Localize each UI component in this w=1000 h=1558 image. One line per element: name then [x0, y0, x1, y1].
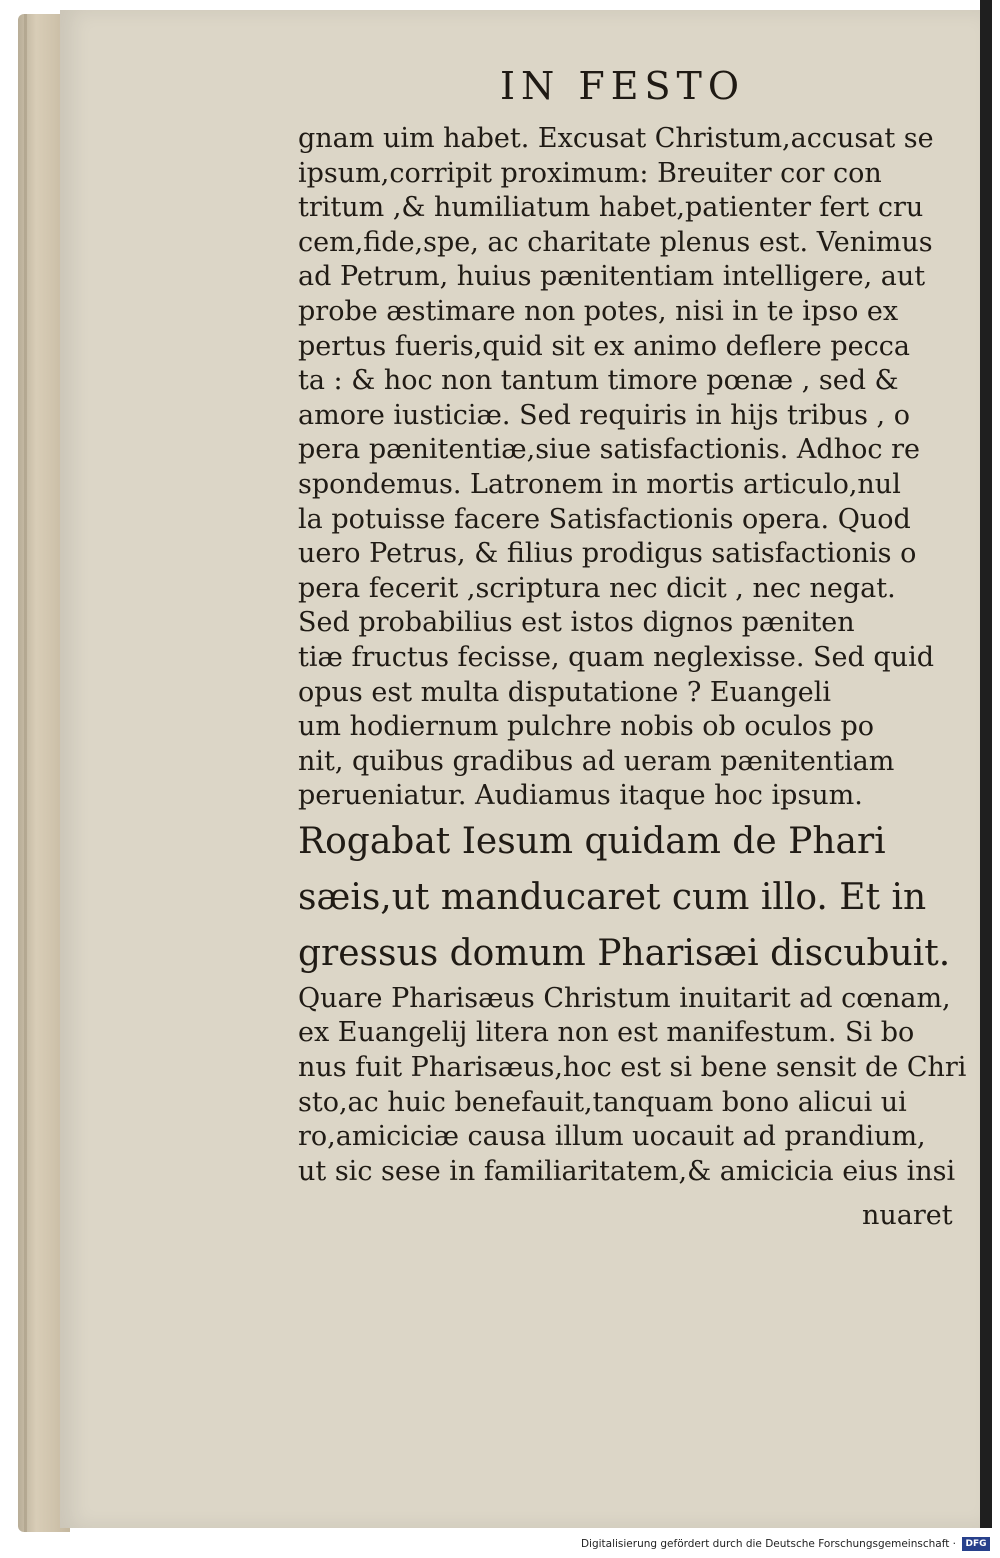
- text-line: cem,fide,spe, ac charitate plenus est. Venimus: [298, 226, 933, 258]
- text-line: opus est multa disputatione ? Euangeli: [298, 676, 832, 708]
- gospel-text-line: Rogabat Iesum quidam de Phari: [298, 820, 886, 862]
- text-line: tiæ fructus fecisse, quam neglexisse. Sed quid: [298, 641, 934, 673]
- text-line: nit, quibus gradibus ad ueram pænitentiam: [298, 745, 895, 777]
- text-line: ut sic sese in familiaritatem,& amicicia eius insi: [298, 1155, 956, 1187]
- text-line: ex Euangelij litera non est manifestum. Si bo: [298, 1017, 915, 1049]
- text-line: ad Petrum, huius pænitentiam intelligere, aut: [298, 261, 926, 293]
- text-line: amore iusticiæ. Sed requiris in hijs tribus , o: [298, 399, 910, 431]
- text-line: nus fuit Pharisæus,hoc est si bene sensit de Chri: [298, 1052, 967, 1084]
- text-line: pera pænitentiæ,siue satisfactionis. Adhoc re: [298, 434, 920, 466]
- dfg-logo: DFG: [962, 1537, 990, 1551]
- text-line: pertus fueris,quid sit ex animo deflere pecca: [298, 330, 910, 362]
- text-line: gnam uim habet. Excusat Christum,accusat se: [298, 123, 934, 154]
- text-line: ta : & hoc non tantum timore pœnæ , sed &: [298, 365, 899, 397]
- running-head: IN FESTO: [500, 64, 745, 108]
- text-line: ro,amiciciæ causa illum uocauit ad prandium,: [298, 1121, 926, 1153]
- gospel-text-line: gressus domum Pharisæi discubuit.: [298, 932, 951, 974]
- text-line: Sed probabilius est istos dignos pæniten: [298, 607, 855, 639]
- text-line: uero Petrus, & filius prodigus satisfactionis o: [298, 538, 917, 570]
- catchword: nuaret: [862, 1200, 953, 1231]
- text-line: pera fecerit ,scriptura nec dicit , nec negat.: [298, 572, 896, 604]
- scan-right-border: [980, 0, 992, 1528]
- footer-bar: [0, 1532, 1000, 1558]
- text-line: perueniatur. Audiamus itaque hoc ipsum.: [298, 780, 863, 812]
- text-line: ipsum,corripit proximum: Breuiter cor con: [298, 157, 882, 189]
- text-line: Quare Pharisæus Christum inuitarit ad cœnam,: [298, 982, 951, 1014]
- text-line: probe æstimare non potes, nisi in te ipso ex: [298, 295, 899, 327]
- text-line: spondemus. Latronem in mortis articulo,nul: [298, 468, 901, 500]
- text-line: um hodiernum pulchre nobis ob oculos po: [298, 711, 875, 743]
- text-line: sto,ac huic benefauit,tanquam bono alicui ui: [298, 1086, 907, 1118]
- body-text: [298, 122, 968, 1189]
- footer-credit: Digitalisierung gefördert durch die Deutsche Forschungsgemeinschaft ·: [580, 1538, 956, 1550]
- text-line: tritum ,& humiliatum habet,patienter fert cru: [298, 192, 924, 224]
- gospel-text-line: sæis,ut manducaret cum illo. Et in: [298, 876, 927, 918]
- text-line: la potuisse facere Satisfactionis opera. Quod: [298, 503, 911, 535]
